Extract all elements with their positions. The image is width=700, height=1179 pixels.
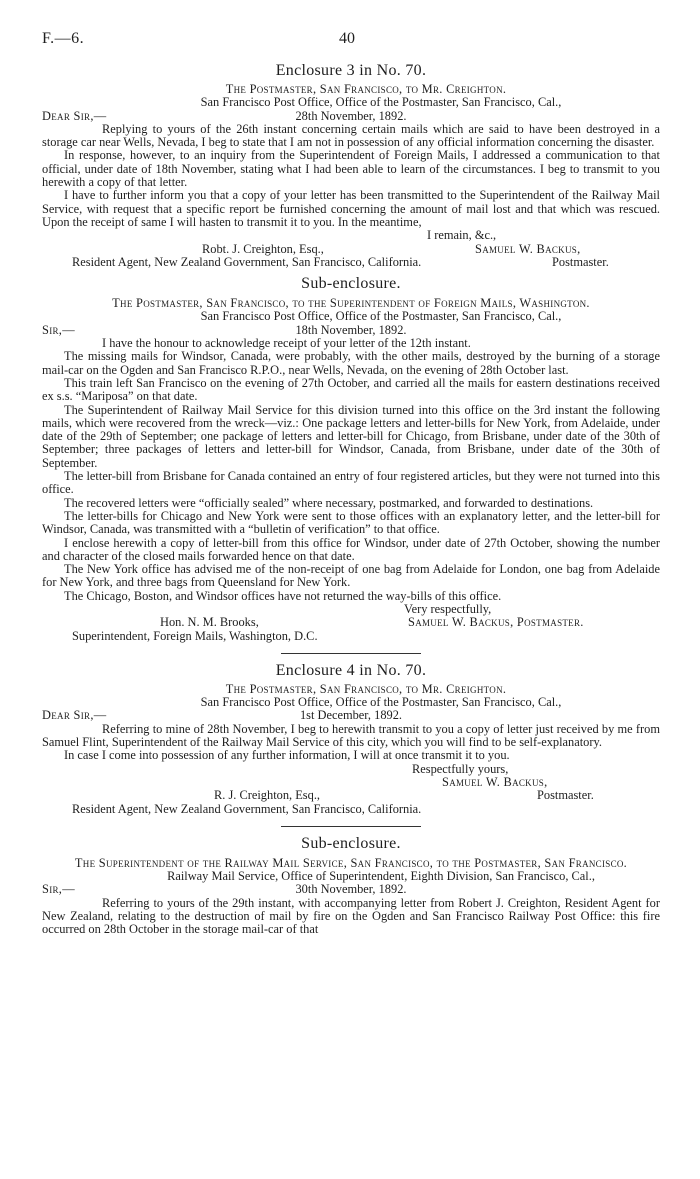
enclosure-4-salutation: Dear Sir,—	[42, 708, 107, 723]
page-header	[42, 28, 660, 54]
enclosure-3-signature	[42, 229, 660, 269]
sub-enclosure-2-salutation-row	[42, 883, 660, 896]
sub-enclosure-2	[42, 835, 660, 937]
sub-enclosure-1-paragraph: The Chicago, Boston, and Windsor offices have not returned the way-bills of this office.	[64, 588, 502, 603]
signer-title: Postmaster.	[537, 788, 594, 803]
enclosure-3-paragraph: I have to further inform you that a copy of your letter has been transmitted to the Superintendent of the Railway Mail Service, with request that a specific report be furnished concerning the amount of mail lost and that which was rescued. Upon the receipt of same I will hasten to transmit it to you. In the meantime,	[42, 188, 660, 229]
enclosure-4-title: Enclosure 4 in No. 70.	[275, 661, 427, 679]
closing: Respectfully yours,	[412, 761, 509, 776]
enclosure-3-title: Enclosure 3 in No. 70.	[275, 62, 427, 79]
addressee-title: Superintendent, Foreign Mails, Washington, D.C.	[72, 628, 318, 643]
enclosure-3-paragraph: Replying to yours of the 26th instant concerning certain mails which are said to have been destroyed in a storage car near Wells, Nevada, I beg to state that I am not in possession of any official information concerning the disaster.	[42, 121, 660, 150]
enclosure-3-date: 28th November, 1892.	[295, 108, 407, 123]
parliamentary-paper-code: F.—6.	[42, 30, 85, 47]
addressee-title: Resident Agent, New Zealand Government, San Francisco, California.	[72, 801, 422, 816]
document-page	[42, 28, 660, 937]
sub-enclosure-2-paragraph: Referring to yours of the 29th instant, with accompanying letter from Robert J. Creighton, Resident Agent for New Zealand, relating to the destruction of mail by fire on the Ogden and San Francisco Railway Post Office: this fire occurred on 28th October in the storage mail-car of that	[42, 895, 660, 937]
signer: Samuel W. Backus,	[475, 241, 581, 256]
section-divider	[281, 826, 421, 827]
sub-enclosure-1-title: Sub-enclosure.	[301, 275, 401, 293]
sub-enclosure-1-paragraph: This train left San Francisco on the evening of 27th October, and carried all the mails for eastern destinations received ex s.s. “Mariposa” on that date.	[42, 375, 660, 404]
enclosure-4-address: San Francisco Post Office, Office of the Postmaster, San Francisco, Cal.,	[200, 695, 562, 710]
sub-enclosure-1-salutation: Sir,—	[42, 322, 75, 337]
enclosure-4-date: 1st December, 1892.	[299, 708, 403, 723]
addressee: Hon. N. M. Brooks,	[160, 615, 259, 630]
enclosure-4-paragraph: In case I come into possession of any further information, I will at once transmit it to you.	[64, 748, 510, 763]
enclosure-3-address: San Francisco Post Office, Office of the Postmaster, San Francisco, Cal.,	[200, 95, 562, 110]
sub-enclosure-2-salutation: Sir,—	[42, 882, 75, 897]
sub-enclosure-1-paragraph: I enclose herewith a copy of letter-bill from this office for Windsor, under date of 27th October, showing the number and character of the closed mails forwarded hence on that date.	[42, 535, 660, 563]
sub-enclosure-1-from: The Postmaster, San Francisco, to the Superintendent of Foreign Mails, Washington.	[112, 296, 590, 311]
sub-enclosure-1-paragraph: The letter-bills for Chicago and New York were sent to those offices with an explanatory letter, and the letter-bill for Windsor, Canada, was transmitted with a “bulletin of verification” to that office.	[42, 508, 660, 537]
closing: I remain, &c.,	[427, 228, 497, 243]
sub-enclosure-2-date: 30th November, 1892.	[295, 882, 407, 897]
sub-enclosure-1	[42, 275, 660, 643]
enclosure-3-from: The Postmaster, San Francisco, to Mr. Creighton.	[225, 82, 507, 96]
sub-enclosure-1-signature	[42, 603, 660, 643]
sub-enclosure-1-paragraph: The missing mails for Windsor, Canada, were probably, with the other mails, destroyed by the burning of a storage mail-car on the Ogden and San Francisco R.P.O., near Wells, Nevada, on the evening of 28th October last.	[42, 349, 660, 377]
page-number: 40	[339, 30, 355, 47]
enclosure-4-salutation-row	[42, 709, 660, 722]
enclosure-3-paragraph: In response, however, to an inquiry from the Superintendent of Foreign Mails, I addressed a communication to that official, under date of 18th November, stating what I had been able to learn of the circumstances. I beg to transmit to you herewith a copy of that letter.	[42, 148, 660, 190]
enclosure-4-from: The Postmaster, San Francisco, to Mr. Creighton.	[225, 681, 507, 696]
sub-enclosure-2-from: The Superintendent of the Railway Mail Service, San Francisco, to the Postmaster, San Francisco.	[74, 855, 628, 870]
addressee-title: Resident Agent, New Zealand Government, San Francisco, California.	[72, 254, 422, 269]
enclosure-3-salutation-row	[42, 110, 660, 123]
enclosure-4-signature	[42, 763, 660, 816]
sub-enclosure-1-address: San Francisco Post Office, Office of the Postmaster, San Francisco, Cal.,	[200, 309, 562, 324]
sub-enclosure-1-paragraph: I have the honour to acknowledge receipt of your letter of the 12th instant.	[102, 336, 471, 351]
sub-enclosure-1-paragraph: The recovered letters were “officially sealed” where necessary, postmarked, and forwarded to destinations.	[64, 495, 594, 510]
signer-title: Postmaster.	[552, 254, 609, 269]
enclosure-3	[42, 62, 660, 269]
enclosure-3-salutation: Dear Sir,—	[42, 108, 107, 123]
sub-enclosure-1-paragraph: The New York office has advised me of the non-receipt of one bag from Adelaide for London, one bag from Adelaide for New York, and three bags from Queensland for New York.	[42, 562, 660, 590]
enclosure-4-paragraph: Referring to mine of 28th November, I beg to herewith transmit to you a copy of letter just received by me from Samuel Flint, Superintendent of the Railway Mail Service of this city, which you will find to be self-explanatory.	[42, 721, 660, 750]
sub-enclosure-1-paragraph: The Superintendent of Railway Mail Service for this division turned into this office on the 3rd instant the following mails, which were recovered from the wreck—viz.: One package letters and letter-bills for New York, from Adelaide, under date of the 29th of September; one package of letters and letter-bill for Chicago, from Brisbane, under date of the 30th of September; three packages of letters and letter-bill for Windsor, Canada, from Brisbane, under date of the 30th of September.	[42, 402, 660, 470]
signer: Samuel W. Backus,	[442, 774, 548, 789]
sub-enclosure-1-salutation-row	[42, 324, 660, 337]
addressee: Robt. J. Creighton, Esq.,	[202, 241, 324, 256]
signer: Samuel W. Backus, Postmaster.	[408, 615, 584, 630]
section-divider	[281, 653, 421, 654]
sub-enclosure-1-date: 18th November, 1892.	[295, 322, 407, 337]
addressee: R. J. Creighton, Esq.,	[214, 788, 321, 803]
enclosure-4	[42, 662, 660, 816]
closing: Very respectfully,	[404, 601, 492, 616]
sub-enclosure-1-paragraph: The letter-bill from Brisbane for Canada contained an entry of four registered articles, but they were not turned into this office.	[42, 469, 660, 497]
sub-enclosure-2-title: Sub-enclosure.	[301, 834, 401, 852]
sub-enclosure-2-address: Railway Mail Service, Office of Superintendent, Eighth Division, San Francisco, Cal.,	[167, 869, 595, 884]
